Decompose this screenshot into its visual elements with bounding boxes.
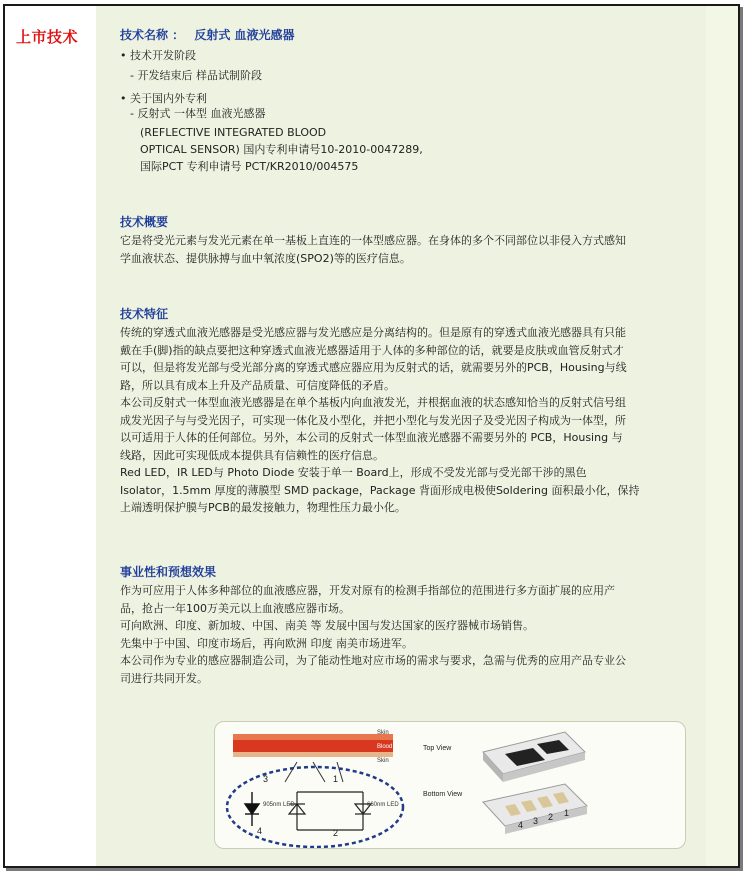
layer-label-skin-bottom: Skin [377, 758, 389, 764]
bottom-pin-3: 3 [533, 816, 539, 826]
blood-layer [233, 740, 393, 752]
business-line: 作为可应用于人体多种部位的血液感应器，开发对原有的检测手指部位的范围进行多方面扩展的应用产 [120, 584, 615, 597]
dev-stage-title: • 技术开发阶段 [120, 49, 196, 62]
pin-number-2: 2 [333, 828, 339, 838]
features-line: 成发光因子与与受光因子，可实现一体化及小型化，并把小型化与发光因子及受光因子构成为一体型，所 [120, 413, 626, 427]
features-line: Isolator，1.5mm 厚度的薄膜型 SMD package，Package 背面形成电极使Soldering 面积最小化，保持 [120, 483, 640, 497]
tech-name [120, 26, 295, 43]
pin-number-3: 3 [263, 774, 269, 784]
side-label: 上市技术 [16, 28, 79, 46]
skin-layer-bottom [233, 752, 393, 757]
features-line: Red LED，IR LED与 Photo Diode 安装于单一 Board上，形成不受发光部与受光部干涉的黑色 [120, 466, 587, 479]
patent-line: OPTICAL SENSOR) 国内专利申请号10-2010-0047289, [140, 143, 423, 156]
page-frame [3, 4, 740, 868]
bottom-pin-1: 1 [564, 808, 570, 818]
patent-line: 国际PCT 专利申请号 PCT/KR2010/004575 [140, 160, 359, 173]
pin-number-1: 1 [333, 774, 339, 784]
overview-line: 学血液状态、提供脉搏与血中氧浓度(SPO2)等的医疗信息。 [120, 251, 411, 265]
bottom-pin-2: 2 [548, 812, 554, 822]
content-area [96, 6, 706, 866]
patent-line: (REFLECTIVE INTEGRATED BLOOD [140, 126, 327, 139]
features-line: 上端透明保护膜与PCB的最发接触力，物理性压力最小化。 [120, 501, 406, 514]
features-line: 以可适用于人体的任何部位。另外，本公司的反射式一体型血液光感器不需要另外的 PCB，Housing 与 [120, 431, 623, 444]
led1-label: 905nm LED [263, 802, 295, 808]
features-line: 戴在手(脚)指的缺点要把这种穿透式血液光感器适用于人体的多种部位的话，就要是皮肤或血管反射式才 [120, 343, 624, 357]
layer-label-blood: Blood [377, 744, 393, 750]
business-text [120, 582, 686, 687]
bottom-view-chip [483, 784, 587, 834]
features-heading: 技术特征 [120, 307, 169, 321]
layer-label-skin-top: Skin [377, 730, 389, 736]
sensor-diagram [215, 722, 685, 848]
top-view-label: Top View [423, 745, 452, 752]
bottom-pin-4: 4 [518, 820, 524, 830]
sensor-figure [214, 721, 686, 849]
features-line: 可以，但是将发光部与受光部分离的穿透式感应器应用为反射式的话，就需要另外的PCB，Housing与线 [120, 361, 627, 374]
features-line: 本公司反射式一体型血液光感器是在单个基板内向血液发光，并根据血液的状态感知恰当的反射式信号组 [120, 396, 626, 409]
overview-text [120, 232, 686, 267]
photodiode [245, 792, 259, 826]
business-line: 司进行共同开发。 [120, 671, 208, 685]
business-line: 品，抢占一年100万美元以上血液感应器市场。 [120, 601, 350, 615]
features-line: 传统的穿透式血液光感器是受光感应器与发光感应是分离结构的。但是原有的穿透式血液光感器具有只能 [120, 326, 626, 339]
top-view-chip [483, 732, 585, 782]
business-heading: 事业性和预想效果 [120, 565, 217, 579]
led2-label: 660nm LED [367, 802, 399, 808]
skin-layer-top [233, 734, 393, 740]
pin-number-4: 4 [257, 826, 263, 836]
circuit [289, 792, 371, 830]
features-line: 线路，因此可实现低成本提供具有信赖性的医疗信息。 [120, 448, 384, 462]
business-line: 可向欧洲、印度、新加坡、中国、南美 等 发展中国与发达国家的医疗器械市场销售。 [120, 619, 534, 632]
overview-heading: 技术概要 [120, 215, 169, 229]
features-text [120, 324, 686, 517]
tech-name-value: 反射式 血液光感器 [194, 28, 295, 42]
business-line: 本公司作为专业的感应器制造公司，为了能动性地对应市场的需求与要求，急需与优秀的应用产品专业公 [120, 654, 626, 667]
bottom-view-label: Bottom View [423, 791, 463, 798]
features-line: 路，所以具有成本上升及产品质量、可信度降低的矛盾。 [120, 378, 395, 392]
patent-line: - 反射式 一体型 血液光感器 [130, 107, 266, 120]
dev-stage-value: - 开发结束后 样品试制阶段 [130, 69, 262, 82]
business-line: 先集中于中国、印度市场后，再向欧洲 印度 南美市场进军。 [120, 636, 413, 650]
tech-name-label: 技术名称 ： [120, 28, 185, 42]
left-column [5, 6, 96, 866]
overview-line: 它是将受光元素与发光元素在单一基板上直连的一体型感应器。在身体的多个不同部位以非侵入方式感知 [120, 234, 626, 247]
patent-title: • 关于国内外专利 [120, 92, 207, 105]
right-margin [706, 6, 738, 866]
